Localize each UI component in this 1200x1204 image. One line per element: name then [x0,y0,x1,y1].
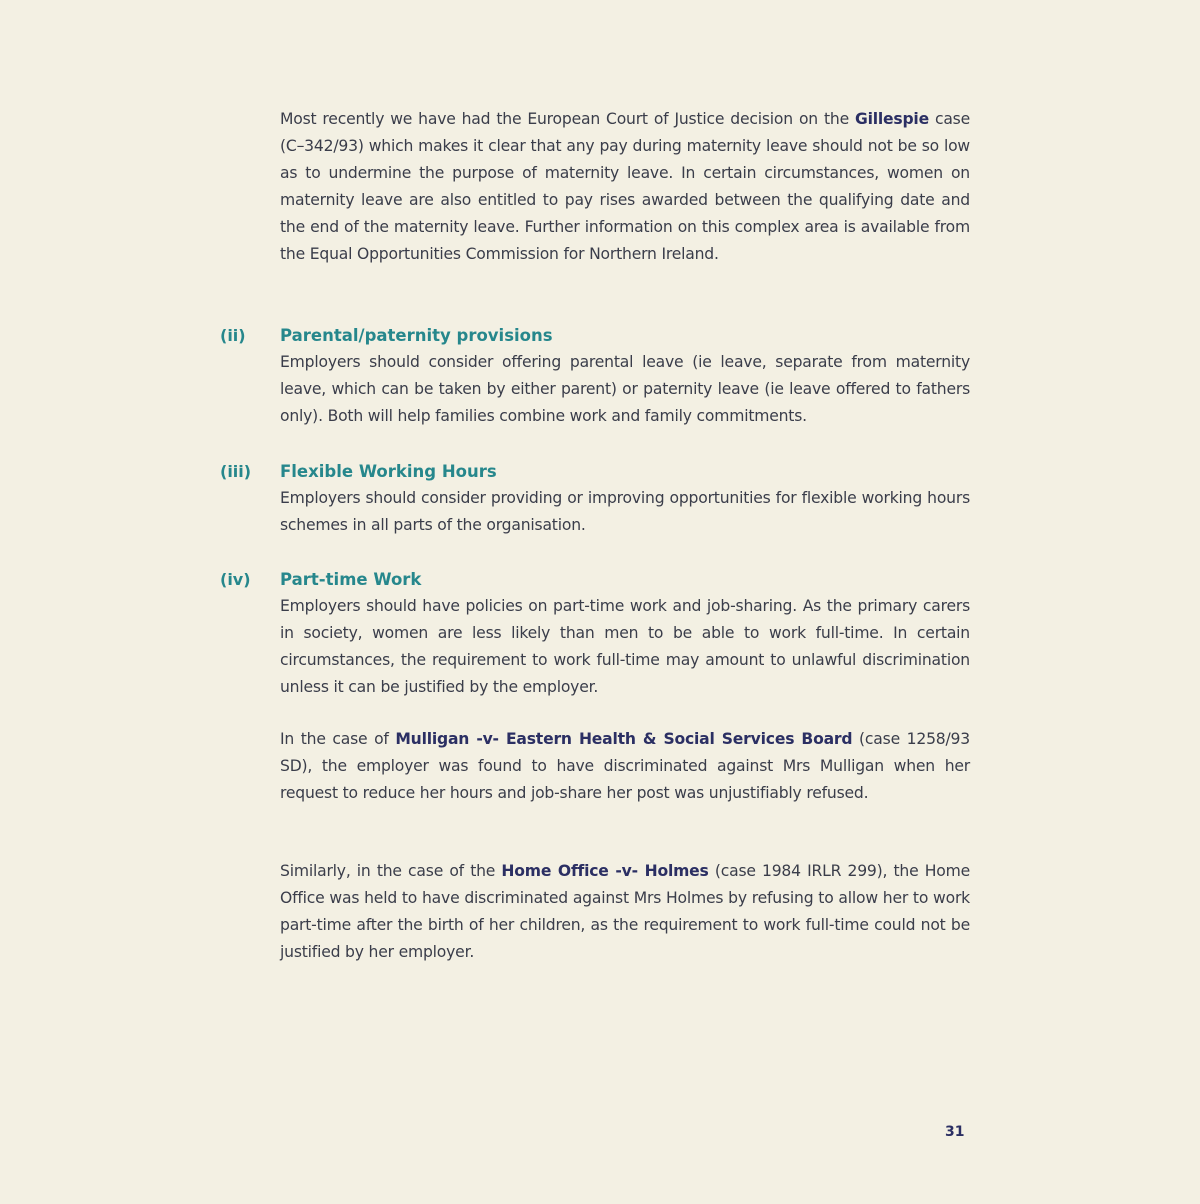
intro-text-after: case (C–342/93) which makes it clear that any pay during maternity leave should not be so low as to undermine the purpose of maternity leave. In certain circumstances, women on maternity leave are also entitled to pay rises awarded between the qualifying date and the end of the maternity leave. Further information on this complex area is available from the Equal Opportunities Commission for Northern Ireland. [280,110,970,263]
holmes-text-before: Similarly, in the case of the [280,862,502,880]
intro-case-name: Gillespie [854,110,929,128]
section-number-iv: (iv) [220,570,251,589]
section-heading-flexible: Flexible Working Hours [280,462,497,481]
section-body-parttime: Employers should have policies on part-time work and job-sharing. As the primary carers in society, women are less likely than men to be able to work full-time. In certain circumstances, the requirement to work full-time may amount to unlawful discrimination unless it can be justified by the employer. [280,597,970,696]
section-body-flexible: Employers should consider providing or improving opportunities for flexible working hours schemes in all parts of the organisation. [280,489,970,534]
section-body-parental: Employers should consider offering parental leave (ie leave, separate from maternity leave, which can be taken by either parent) or paternity leave (ie leave offered to fathers only). Both will help families combine work and family commitments. [280,353,970,425]
mulligan-text-before: In the case of [280,730,396,748]
section-heading-parental: Parental/paternity provisions [280,326,553,345]
section-heading-parttime: Part-time Work [280,570,422,589]
case-holmes-paragraph [280,858,970,966]
page-number: 31 [945,1124,965,1140]
intro-text-before: Most recently we have had the European Court of Justice decision on the [280,110,855,128]
mulligan-case-name: Mulligan -v- Eastern Health & Social Services Board [395,730,853,748]
case-mulligan-paragraph [280,726,970,807]
holmes-case-name: Home Office -v- Holmes [501,862,709,880]
section-number-ii: (ii) [220,326,246,345]
holmes-text-after: (case 1984 IRLR 299), the Home Office was held to have discriminated against Mrs Holmes by refusing to allow her to work part-time after the birth of her children, as the requirement to work full-time could not be justified by her employer. [280,862,970,961]
intro-paragraph [280,106,970,268]
mulligan-text-after: (case 1258/93 SD), the employer was found to have discriminated against Mrs Mulligan when her request to reduce her hours and job-share her post was unjustifiably refused. [280,730,971,802]
section-number-iii: (iii) [220,462,252,481]
